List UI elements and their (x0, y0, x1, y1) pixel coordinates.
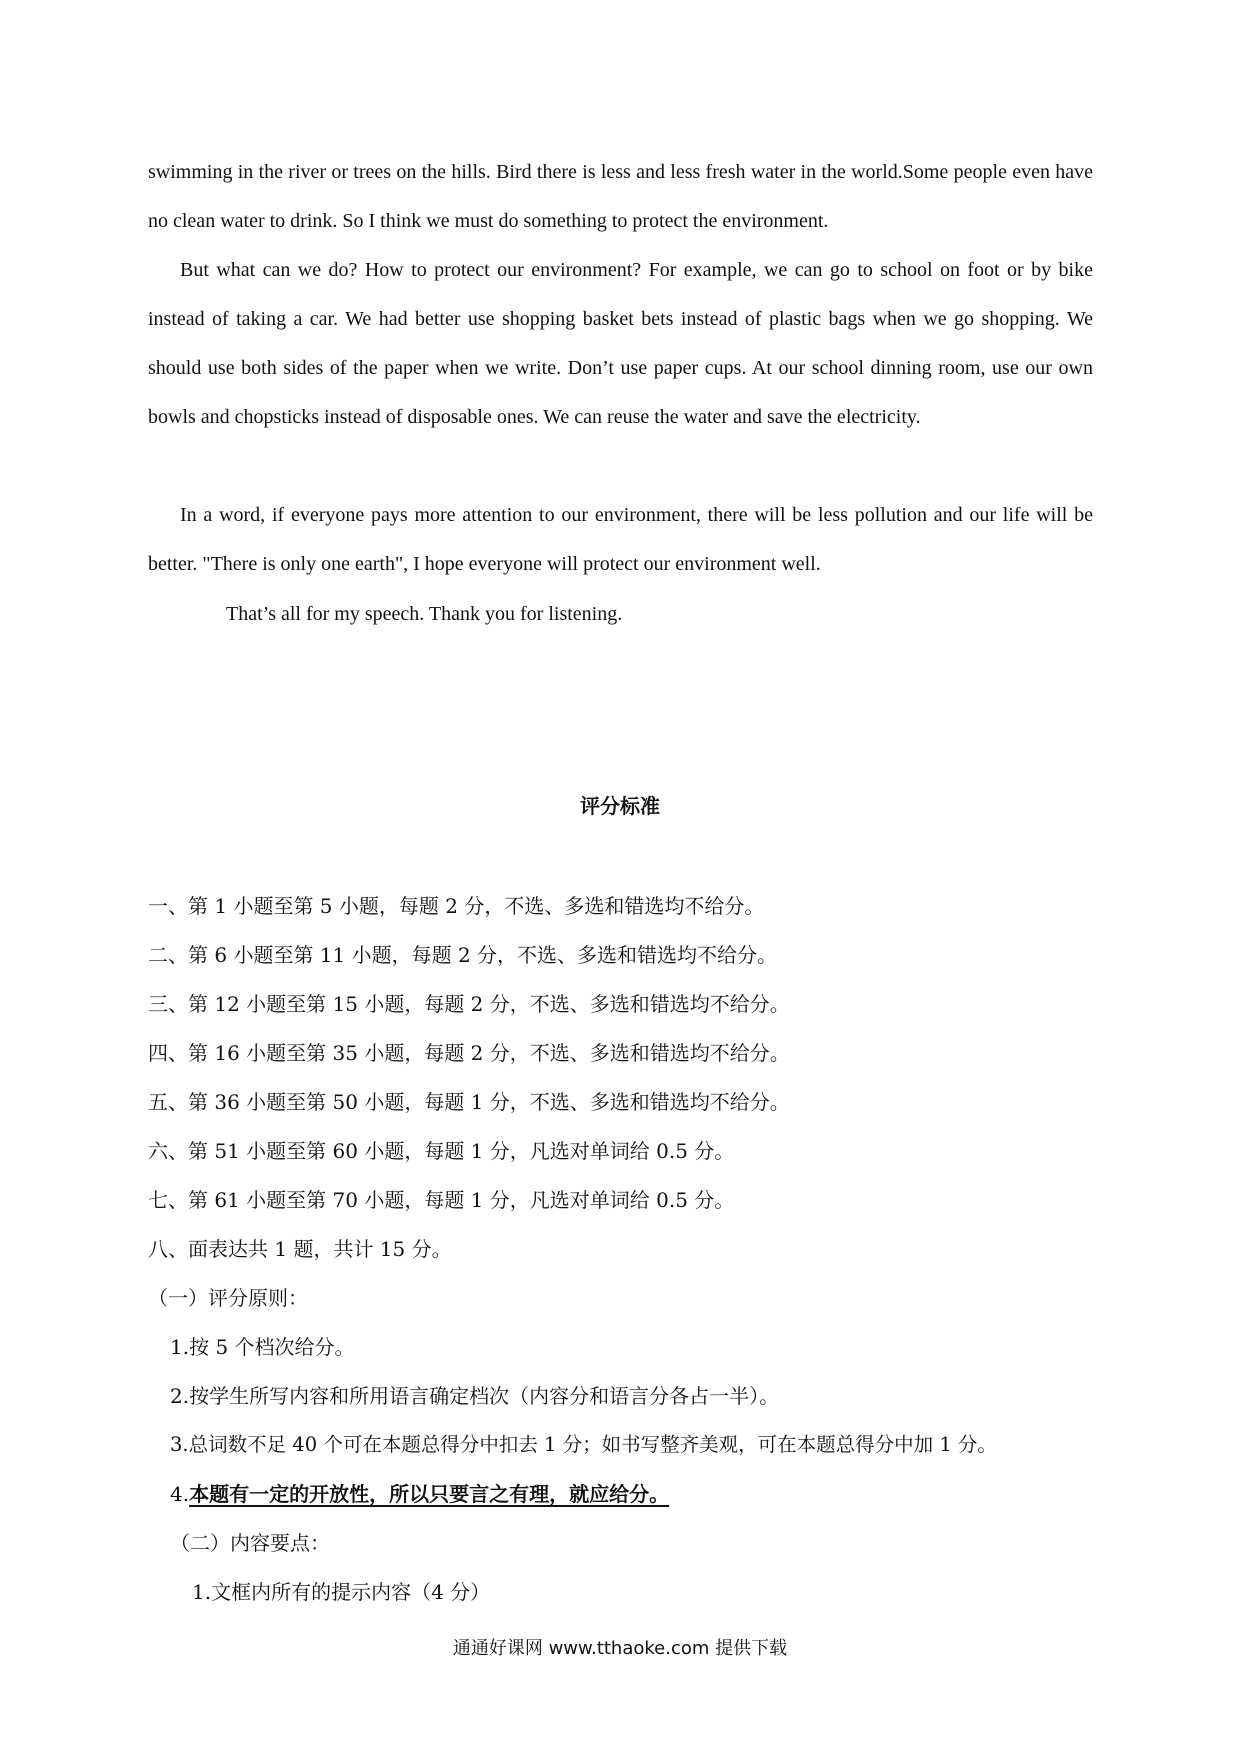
grading-item-3: 三、第 12 小题至第 15 小题，每题 2 分，不选、多选和错选均不给分。 (148, 992, 790, 1016)
rule-1: 1.按 5 个档次给分。 (170, 1335, 355, 1359)
grading-item-2: 二、第 6 小题至第 11 小题，每题 2 分，不选、多选和错选均不给分。 (148, 943, 778, 967)
grading-item-6: 六、第 51 小题至第 60 小题，每题 1 分，凡选对单词给 0.5 分。 (148, 1139, 735, 1163)
grading-item-7: 七、第 61 小题至第 70 小题，每题 1 分，凡选对单词给 0.5 分。 (148, 1188, 735, 1212)
grading-title: 评分标准 (580, 794, 660, 818)
essay-closing: That’s all for my speech. Thank you for listening. (226, 603, 623, 625)
grading-item-5: 五、第 36 小题至第 50 小题，每题 1 分，不选、多选和错选均不给分。 (148, 1090, 790, 1114)
essay-paragraph-3: In a word, if everyone pays more attention to our environment, there will be less pollution and our life will be better. "There is only one earth", I hope everyone will protect our environment well. (148, 504, 1093, 575)
content-point-1: 1.文框内所有的提示内容（4 分） (192, 1580, 491, 1604)
essay-paragraph-2: But what can we do? How to protect our environment? For example, we can go to school on foot or by bike instead of taking a car. We had better use shopping basket bets instead of plastic bags when we go shopping. We should use both sides of the paper when we write. Don’t use paper cups. At our school dinning room, use our own bowls and chopsticks instead of disposable ones. We can reuse the water and save the electricity. (148, 259, 1093, 428)
rule-2: 2.按学生所写内容和所用语言确定档次（内容分和语言分各占一半）。 (170, 1384, 780, 1408)
rule-4-text: 本题有一定的开放性，所以只要言之有理，就应给分。 (189, 1482, 670, 1506)
essay-paragraph-1: swimming in the river or trees on the hills. Bird there is less and less fresh water in the world.Some people even have no clean water to drink. So I think we must do something to protect the environment. (148, 161, 1093, 232)
section-content-points-title: （二）内容要点： (170, 1531, 330, 1555)
rule-4 (170, 1479, 669, 1509)
rule-4-number: 4. (170, 1482, 190, 1506)
section-principles-title: （一）评分原则： (148, 1286, 308, 1310)
grading-item-8: 八、面表达共 1 题，共计 15 分。 (148, 1237, 452, 1261)
rule-3: 3.总词数不足 40 个可在本题总得分中扣去 1 分；如书写整齐美观，可在本题总得分中加 1 分。 (170, 1433, 997, 1456)
grading-item-1: 一、第 1 小题至第 5 小题，每题 2 分，不选、多选和错选均不给分。 (148, 894, 765, 918)
footer-text: 通通好课网 www.tthaoke.com 提供下载 (452, 1638, 788, 1659)
grading-item-4: 四、第 16 小题至第 35 小题，每题 2 分，不选、多选和错选均不给分。 (148, 1041, 790, 1065)
